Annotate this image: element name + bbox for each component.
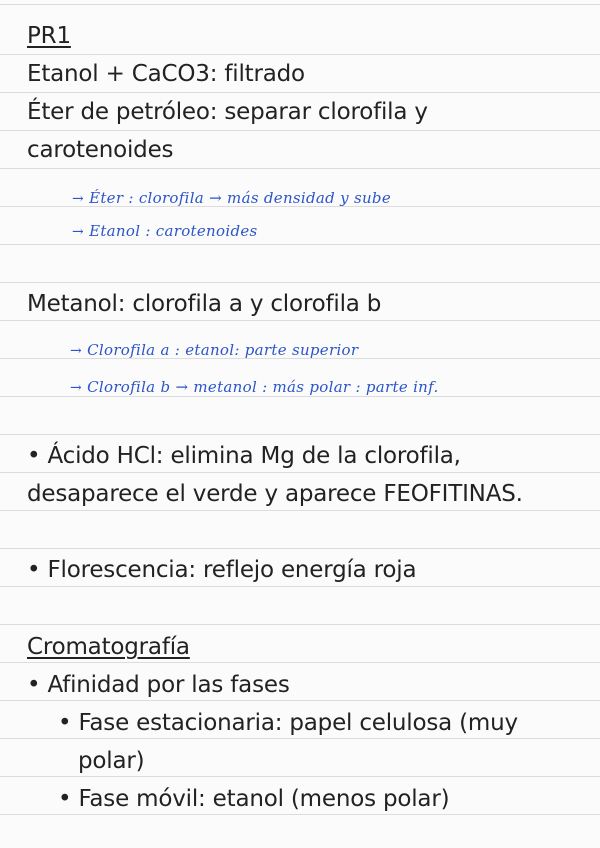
note-line-fase-movil <box>58 780 449 818</box>
bullet-text: Ácido HCl: elimina Mg de la clorofila, <box>47 443 461 469</box>
note-line-hcl-1 <box>27 437 461 475</box>
bullet-icon: • <box>27 443 41 469</box>
bullet-text: Afinidad por las fases <box>47 672 290 698</box>
heading-pr1: PR1 <box>27 23 71 49</box>
bullet-text: Fase móvil: etanol (menos polar) <box>78 786 450 812</box>
note-line-eter-1: Éter de petróleo: separar clorofila y <box>27 99 428 125</box>
bullet-text: Florescencia: reflejo energía roja <box>47 557 417 583</box>
handwritten-line-clorofila-a <box>70 340 358 361</box>
arrow-icon: → <box>70 380 83 396</box>
handwritten-text: Clorofila a : etanol: parte superior <box>87 341 359 359</box>
bullet-icon: • <box>27 557 41 583</box>
bullet-icon: • <box>27 672 41 698</box>
note-line-metanol: Metanol: clorofila a y clorofila b <box>27 291 382 317</box>
note-line-hcl-2: desaparece el verde y aparece FEOFITINAS. <box>27 481 523 507</box>
handwritten-text: Clorofila b → metanol : más polar : parte inf. <box>87 378 439 396</box>
heading-cromatografia: Cromatografía <box>27 634 190 660</box>
handwritten-line-clorofila-b <box>70 377 439 398</box>
handwritten-text: Éter : clorofila → más densidad y sube <box>89 189 392 207</box>
bullet-icon: • <box>58 786 72 812</box>
arrow-icon: → <box>72 224 85 240</box>
handwritten-text: Etanol : carotenoides <box>89 222 258 240</box>
note-line-eter-2: carotenoides <box>27 137 174 163</box>
note-line-afinidad <box>27 666 290 704</box>
handwritten-line-etanol <box>72 221 258 242</box>
note-line-etanol: Etanol + CaCO3: filtrado <box>27 61 305 87</box>
note-line-fase-estacionaria-2: polar) <box>78 748 145 774</box>
note-line-fase-estacionaria-1 <box>58 704 518 742</box>
arrow-icon: → <box>72 191 85 207</box>
bullet-text: Fase estacionaria: papel celulosa (muy <box>78 710 518 736</box>
arrow-icon: → <box>70 343 83 359</box>
bullet-icon: • <box>58 710 72 736</box>
handwritten-line-eter <box>72 188 391 209</box>
note-line-florescencia <box>27 551 416 589</box>
